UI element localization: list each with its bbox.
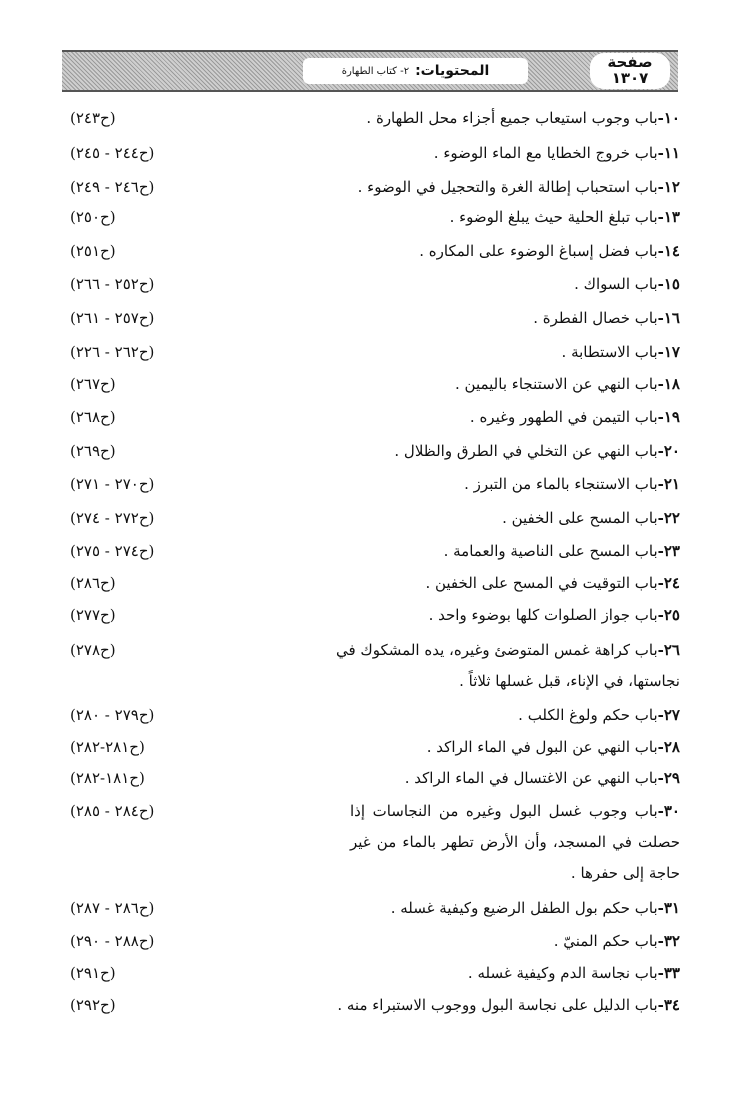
entry-title-text: باب النهي عن البول في الماء الراكد . bbox=[426, 738, 658, 756]
entry-title bbox=[350, 177, 680, 197]
entry-title-line: ٢٦-باب كراهة غمس المتوضئ وغيره، يده المشكوك في bbox=[335, 641, 680, 659]
entry-title bbox=[350, 573, 680, 593]
entry-hadith-range: (ح٢٤٤ - ٢٤٥) bbox=[70, 144, 155, 162]
entry-number: ١٥- bbox=[657, 275, 680, 293]
entry-hadith-range: (ح١٨١-٢٨٢) bbox=[70, 769, 145, 787]
entry-number: ١٨- bbox=[657, 375, 680, 393]
entry-title bbox=[350, 241, 680, 261]
entry-title bbox=[350, 407, 680, 427]
entry-hadith-range: (ح٢٧٩ - ٢٨٠) bbox=[70, 706, 155, 724]
entry-number: ٢١- bbox=[657, 475, 680, 493]
entry-number: ٢٧- bbox=[657, 706, 680, 724]
entry-hadith-range: (ح٢٩٢) bbox=[70, 996, 116, 1014]
entry-hadith-range: (ح٢٥٢ - ٢٦٦) bbox=[70, 275, 155, 293]
entry-hadith-range: (ح٢٩١) bbox=[70, 964, 116, 982]
entry-number: ١٠- bbox=[657, 109, 680, 127]
entry-title bbox=[350, 801, 680, 894]
entry-hadith-range: (ح٢٤٣) bbox=[70, 109, 116, 127]
entry-title-text: باب الاستطابة . bbox=[561, 343, 658, 361]
entry-number: ٢٤- bbox=[657, 574, 680, 592]
entry-number: ١٦- bbox=[657, 309, 680, 327]
entry-title bbox=[350, 274, 680, 294]
entry-title-text: باب المسح على الخفين . bbox=[502, 509, 658, 527]
entry-title-text: باب خروج الخطايا مع الماء الوضوء . bbox=[433, 144, 658, 162]
entry-title bbox=[350, 508, 680, 528]
entry-number: ١٤- bbox=[657, 242, 680, 260]
entry-title-text: باب استحباب إطالة الغرة والتحجيل في الوضوء . bbox=[357, 178, 658, 196]
entry-number: ١٣- bbox=[657, 208, 680, 226]
entry-hadith-range: (ح٢٦٩) bbox=[70, 442, 116, 460]
entry-number: ١١- bbox=[657, 144, 680, 162]
entry-title bbox=[350, 605, 680, 625]
entry-number: ٣٤- bbox=[657, 996, 680, 1014]
entry-title bbox=[350, 308, 680, 328]
entry-title bbox=[350, 931, 680, 951]
entry-title-text: باب الدليل على نجاسة البول ووجوب الاستبراء منه . bbox=[337, 996, 658, 1014]
entry-hadith-range: (ح٢٨٦) bbox=[70, 574, 116, 592]
entry-title-text: باب حكم بول الطفل الرضيع وكيفية غسله . bbox=[390, 899, 658, 917]
entry-hadith-range: (ح٢٧٨) bbox=[70, 641, 116, 659]
entry-title-text: باب التوقيت في المسح على الخفين . bbox=[425, 574, 658, 592]
entry-title bbox=[350, 705, 680, 725]
entry-number: ٢٢- bbox=[657, 509, 680, 527]
entry-title bbox=[350, 898, 680, 918]
entry-hadith-range: (ح٢٥١) bbox=[70, 242, 116, 260]
entry-title bbox=[335, 640, 680, 702]
entry-number: ٢٥- bbox=[657, 606, 680, 624]
entry-hadith-range: (ح٢٨٨ - ٢٩٠) bbox=[70, 932, 155, 950]
entry-title-text: باب تبلغ الحلية حيث يبلغ الوضوء . bbox=[449, 208, 658, 226]
entry-number: ٣٢- bbox=[657, 932, 680, 950]
entry-number: ٣٠- bbox=[657, 802, 680, 820]
entry-title-line: حاجة إلى حفرها . bbox=[570, 864, 680, 882]
entry-hadith-range: (ح٢٧٤ - ٢٧٥) bbox=[70, 542, 155, 560]
entry-title-text: باب حكم المنيّ . bbox=[553, 932, 658, 950]
entry-title-text: باب خصال الفطرة . bbox=[533, 309, 658, 327]
entry-hadith-range: (ح٢٦٢ - ٢٢٦) bbox=[70, 343, 155, 361]
entry-title bbox=[350, 342, 680, 362]
entry-title-text: باب الاستنجاء بالماء من التبرز . bbox=[464, 475, 658, 493]
entry-hadith-range: (ح٢٧٠ - ٢٧١) bbox=[70, 475, 155, 493]
entry-title-text: باب وجوب استيعاب جميع أجزاء محل الطهارة . bbox=[366, 109, 658, 127]
entry-title bbox=[350, 441, 680, 461]
entry-hadith-range: (ح٢٧٢ - ٢٧٤) bbox=[70, 509, 155, 527]
page-number: ١٣٠٧ bbox=[611, 69, 649, 87]
entry-number: ١٧- bbox=[657, 343, 680, 361]
entry-hadith-range: (ح٢٧٧) bbox=[70, 606, 116, 624]
entry-title-text: باب النهي عن الاستنجاء باليمين . bbox=[455, 375, 658, 393]
entry-number: ١٢- bbox=[657, 178, 680, 196]
entry-title-text: باب النهي عن الاغتسال في الماء الراكد . bbox=[404, 769, 658, 787]
entry-title bbox=[337, 995, 680, 1015]
entry-title-text: باب جواز الصلوات كلها بوضوء واحد . bbox=[428, 606, 658, 624]
entry-title bbox=[350, 737, 680, 757]
entry-hadith-range: (ح٢٦٧) bbox=[70, 375, 116, 393]
entry-title bbox=[350, 541, 680, 561]
page-word: صفحة bbox=[607, 53, 653, 71]
entry-title-text: باب السواك . bbox=[574, 275, 658, 293]
entry-title-line: حصلت في المسجد، وأن الأرض تطهر بالماء من غير bbox=[350, 833, 680, 851]
header-title: المحتويات: bbox=[415, 63, 490, 79]
entry-title bbox=[350, 963, 680, 983]
entry-title-text: باب فضل إسباغ الوضوء على المكاره . bbox=[419, 242, 658, 260]
entry-hadith-range: (ح٢٦٨) bbox=[70, 408, 116, 426]
entry-title bbox=[350, 108, 680, 128]
entry-number: ٢٣- bbox=[657, 542, 680, 560]
entry-title bbox=[350, 768, 680, 788]
entry-title bbox=[350, 143, 680, 163]
entry-hadith-range: (ح٢٨٤ - ٢٨٥) bbox=[70, 802, 155, 820]
entry-title-text: باب حكم ولوغ الكلب . bbox=[518, 706, 658, 724]
entry-number: ٢٦- bbox=[657, 641, 680, 659]
entry-hadith-range: (ح٢٥٠) bbox=[70, 208, 116, 226]
entry-number: ٣١- bbox=[657, 899, 680, 917]
entry-number: ٢٠- bbox=[657, 442, 680, 460]
entry-title-text: باب النهي عن التخلي في الطرق والظلال . bbox=[394, 442, 658, 460]
entry-title-line: ٣٠-باب وجوب غسل البول وغيره من النجاسات إذا bbox=[350, 802, 680, 820]
entry-title-text: باب التيمن في الطهور وغيره . bbox=[469, 408, 658, 426]
entry-title-line: نجاستها، في الإناء، قبل غسلها ثلاثاً . bbox=[459, 672, 680, 690]
entry-title bbox=[350, 474, 680, 494]
entry-number: ٣٣- bbox=[657, 964, 680, 982]
entry-title bbox=[350, 374, 680, 394]
entry-number: ٢٩- bbox=[657, 769, 680, 787]
entry-hadith-range: (ح٢٤٦ - ٢٤٩) bbox=[70, 178, 155, 196]
entry-title-text: باب المسح على الناصية والعمامة . bbox=[443, 542, 658, 560]
entry-hadith-range: (ح٢٨١-٢٨٢) bbox=[70, 738, 145, 756]
entry-number: ٢٨- bbox=[657, 738, 680, 756]
entry-title bbox=[350, 207, 680, 227]
header-subtitle: ٢- كتاب الطهارة bbox=[341, 65, 410, 77]
entry-hadith-range: (ح٢٨٦ - ٢٨٧) bbox=[70, 899, 155, 917]
entry-title-text: باب نجاسة الدم وكيفية غسله . bbox=[467, 964, 658, 982]
entry-number: ١٩- bbox=[657, 408, 680, 426]
entry-hadith-range: (ح٢٥٧ - ٢٦١) bbox=[70, 309, 155, 327]
